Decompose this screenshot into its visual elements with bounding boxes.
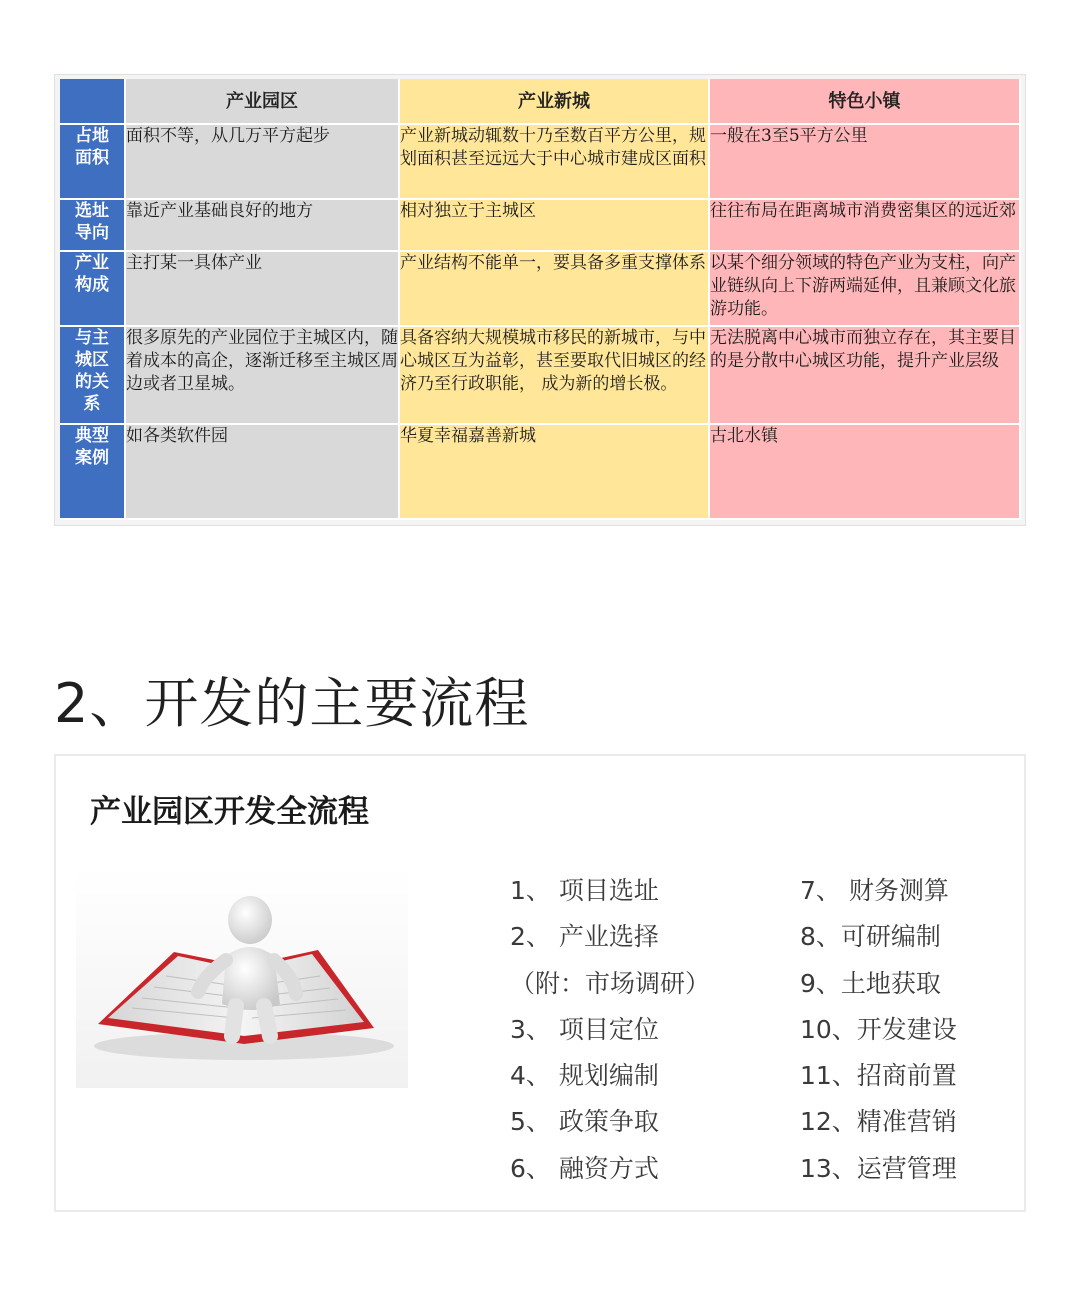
table-cell: 古北水镇 bbox=[710, 425, 1021, 520]
list-item: 13、运营管理 bbox=[800, 1153, 957, 1183]
table-cell: 华夏幸福嘉善新城 bbox=[400, 425, 710, 520]
table-cell: 往往布局在距离城市消费密集区的远近郊 bbox=[710, 200, 1021, 252]
table-cell: 面积不等，从几万平方起步 bbox=[126, 125, 400, 200]
table-cell: 如各类软件园 bbox=[126, 425, 400, 520]
comparison-table bbox=[60, 79, 1021, 520]
process-slide bbox=[54, 754, 1026, 1212]
section-heading: 2、开发的主要流程 bbox=[54, 672, 530, 735]
table-cell: 相对独立于主城区 bbox=[400, 200, 710, 252]
table-cell: 无法脱离中心城市而独立存在，其主要目的是分散中心城区功能，提升产业层级 bbox=[710, 327, 1021, 425]
row-label-land-area: 占地 面积 bbox=[60, 125, 126, 200]
list-item: 9、土地获取 bbox=[800, 968, 941, 998]
list-item: 5、 政策争取 bbox=[510, 1107, 659, 1137]
book-figure-illustration bbox=[76, 868, 408, 1088]
table-row bbox=[60, 327, 1021, 425]
table-cell: 产业结构不能单一，要具备多重支撑体系 bbox=[400, 252, 710, 327]
list-item: 11、招商前置 bbox=[800, 1061, 957, 1091]
table-cell: 靠近产业基础良好的地方 bbox=[126, 200, 400, 252]
comparison-table-container bbox=[54, 74, 1026, 526]
process-steps-right bbox=[800, 868, 957, 1192]
row-label-site-orientation: 选址 导向 bbox=[60, 200, 126, 252]
list-item: 10、开发建设 bbox=[800, 1014, 957, 1044]
table-row bbox=[60, 200, 1021, 252]
header-corner-cell bbox=[60, 79, 126, 125]
table-row bbox=[60, 125, 1021, 200]
header-industrial-park: 产业园区 bbox=[126, 79, 400, 125]
table-row bbox=[60, 252, 1021, 327]
list-item: 6、 融资方式 bbox=[510, 1153, 659, 1183]
header-characteristic-town: 特色小镇 bbox=[710, 79, 1021, 125]
book-figure-icon bbox=[76, 868, 408, 1088]
table-header-row bbox=[60, 79, 1021, 125]
header-industrial-new-city: 产业新城 bbox=[400, 79, 710, 125]
list-item: 8、可研编制 bbox=[800, 922, 941, 952]
list-item: 2、 产业选择 bbox=[510, 922, 659, 952]
row-label-industry-composition: 产业 构成 bbox=[60, 252, 126, 327]
list-item: 1、 项目选址 bbox=[510, 876, 659, 905]
process-steps-left bbox=[510, 868, 710, 1192]
table-row bbox=[60, 425, 1021, 520]
slide-title: 产业园区开发全流程 bbox=[90, 794, 369, 830]
table-cell: 很多原先的产业园位于主城区内，随着成本的高企，逐渐迁移至主城区周边或者卫星城。 bbox=[126, 327, 400, 425]
list-item: 12、精准营销 bbox=[800, 1107, 957, 1137]
row-label-relation-to-main-city: 与主 城区 的关 系 bbox=[60, 327, 126, 425]
table-cell: 一般在3至5平方公里 bbox=[710, 125, 1021, 200]
table-cell: 产业新城动辄数十乃至数百平方公里，规划面积甚至远远大于中心城市建成区面积 bbox=[400, 125, 710, 200]
list-item: （附：市场调研） bbox=[510, 968, 711, 998]
table-cell: 主打某一具体产业 bbox=[126, 252, 400, 327]
list-item: 3、 项目定位 bbox=[510, 1014, 659, 1044]
table-cell: 以某个细分领域的特色产业为支柱，向产业链纵向上下游两端延伸，且兼顾文化旅游功能。 bbox=[710, 252, 1021, 327]
list-item: 7、 财务测算 bbox=[800, 876, 949, 905]
list-item: 4、 规划编制 bbox=[510, 1061, 659, 1091]
row-label-typical-cases: 典型 案例 bbox=[60, 425, 126, 520]
table-cell: 具备容纳大规模城市移民的新城市，与中心城区互为益彰，甚至要取代旧城区的经济乃至行政职能， 成为新的增长极。 bbox=[400, 327, 710, 425]
